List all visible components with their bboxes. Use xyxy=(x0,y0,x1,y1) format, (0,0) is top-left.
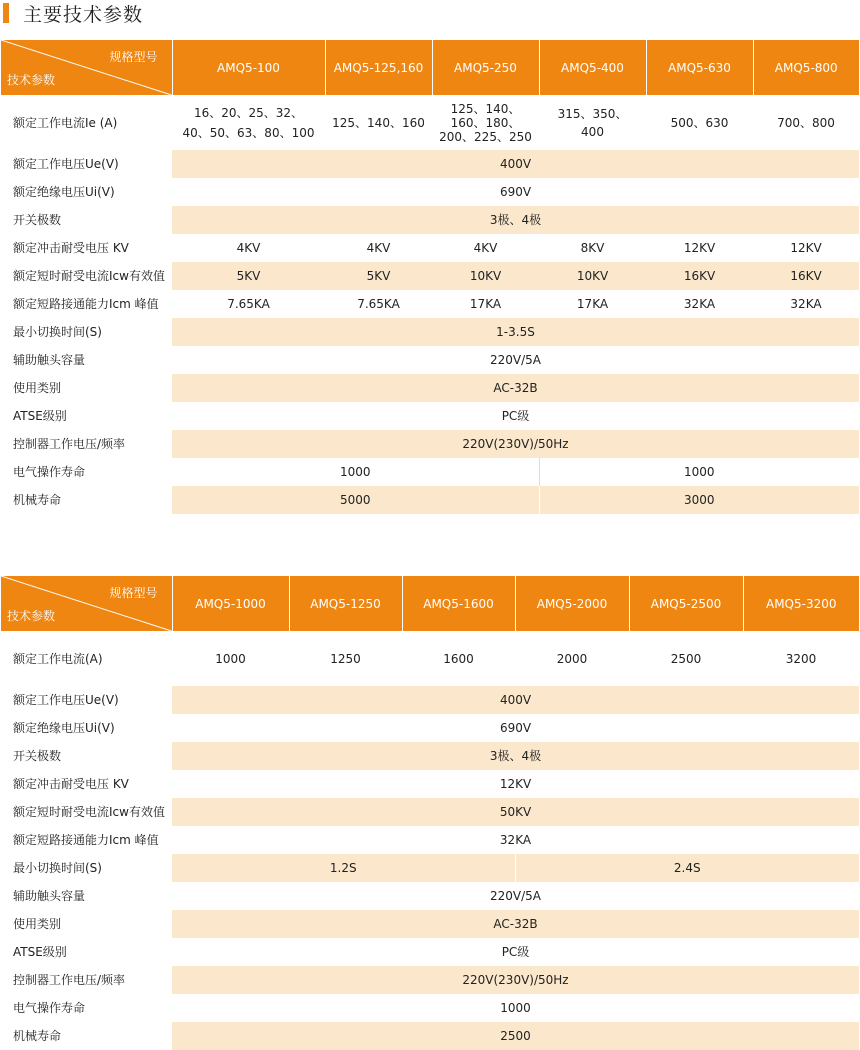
table-cell: 12KV xyxy=(499,777,532,791)
table-row xyxy=(1,402,859,430)
row-label: 额定冲击耐受电压 KV xyxy=(13,241,129,255)
table-row xyxy=(1,458,859,486)
row-label: 辅助触头容量 xyxy=(13,353,86,367)
row-label: 额定冲击耐受电压 KV xyxy=(13,777,129,791)
table-row xyxy=(1,318,859,346)
row-label: 额定短路接通能力Icm 峰值 xyxy=(13,297,159,311)
table-cell: 1000 xyxy=(500,1001,531,1015)
row-label: 电气操作寿命 xyxy=(13,1001,86,1015)
table-row xyxy=(1,178,859,206)
cell-text: 315、350、400 xyxy=(557,106,628,139)
table-cell: 16KV xyxy=(753,262,859,290)
spec-table-1 xyxy=(1,40,859,514)
corner-label-model: 规格型号 xyxy=(109,50,158,64)
cell-text: 125、140、160、180、200、225、250 xyxy=(439,101,532,144)
corner-header-cell xyxy=(1,40,172,95)
table-row xyxy=(1,910,859,938)
row-label: 额定短时耐受电流Icw有效值 xyxy=(1,798,172,826)
table-cell: 17KA xyxy=(576,297,609,311)
row-label: 额定短路接通能力Icm 峰值 xyxy=(13,833,159,847)
table-cell: PC级 xyxy=(501,945,530,959)
model-header: AMQ5-3200 xyxy=(743,576,859,631)
table-cell: 2500 xyxy=(172,1022,859,1050)
table-row xyxy=(1,714,859,742)
corner-label-param: 技术参数 xyxy=(7,73,56,87)
table-row xyxy=(1,374,859,402)
table-cell: 2000 xyxy=(556,651,588,666)
table-cell: 8KV xyxy=(580,241,605,255)
table-cell: 400V xyxy=(172,686,859,714)
row-label: 辅助触头容量 xyxy=(13,889,86,903)
table-row xyxy=(1,742,859,770)
table-cell: 125、140、160 xyxy=(332,115,425,130)
table-row xyxy=(1,290,859,318)
table-cell: 700、800 xyxy=(777,115,835,130)
table-row xyxy=(1,486,859,514)
corner-label-model: 规格型号 xyxy=(109,586,158,600)
row-label: 控制器工作电压/频率 xyxy=(1,430,172,458)
table-cell: 5KV xyxy=(325,262,432,290)
model-header: AMQ5-800 xyxy=(753,40,859,95)
table-row xyxy=(1,854,859,882)
table-cell: 5000 xyxy=(172,486,539,514)
spec-table-2 xyxy=(1,576,859,1050)
table-row xyxy=(1,262,859,290)
table-row xyxy=(1,95,859,150)
cell-text: 16、20、25、32、40、50、63、80、100 xyxy=(182,105,315,140)
model-header: AMQ5-2000 xyxy=(515,576,629,631)
table-cell: 16KV xyxy=(646,262,753,290)
table-cell: 500、630 xyxy=(670,115,729,130)
model-header: AMQ5-630 xyxy=(646,40,753,95)
table-cell: 220V/5A xyxy=(490,889,541,903)
table-cell: 690V xyxy=(499,185,532,199)
row-label: 控制器工作电压/频率 xyxy=(1,966,172,994)
table-cell: 3200 xyxy=(785,651,817,666)
table-cell: 4KV xyxy=(366,241,391,255)
table-row xyxy=(1,346,859,374)
model-header: AMQ5-2500 xyxy=(629,576,743,631)
row-label: 额定绝缘电压Ui(V) xyxy=(13,721,115,735)
row-label: 机械寿命 xyxy=(1,1022,172,1050)
table-cell xyxy=(432,95,539,150)
model-header: AMQ5-1000 xyxy=(172,576,289,631)
row-label: 机械寿命 xyxy=(1,486,172,514)
table-cell: 2500 xyxy=(670,651,702,666)
table-cell: 1000 xyxy=(539,458,859,486)
table-row xyxy=(1,150,859,178)
table-row xyxy=(1,631,859,686)
row-label: 额定工作电压Ue(V) xyxy=(1,686,172,714)
row-label: 使用类别 xyxy=(1,374,172,402)
row-label: 电气操作寿命 xyxy=(13,465,86,479)
table-cell xyxy=(539,95,646,150)
table-row xyxy=(1,430,859,458)
table-row xyxy=(1,234,859,262)
table-cell: 10KV xyxy=(432,262,539,290)
table-cell: 2.4S xyxy=(515,854,859,882)
table-header-row xyxy=(1,40,859,95)
table-cell: AC-32B xyxy=(172,374,859,402)
table-cell: AC-32B xyxy=(172,910,859,938)
row-label: 额定绝缘电压Ui(V) xyxy=(13,185,115,199)
table-cell: 5KV xyxy=(172,262,325,290)
table-cell: 1000 xyxy=(215,651,246,666)
model-header: AMQ5-100 xyxy=(172,40,325,95)
section-header xyxy=(0,0,143,26)
corner-header-cell xyxy=(1,576,172,631)
table-row xyxy=(1,770,859,798)
table-cell: 3极、4极 xyxy=(172,206,859,234)
row-label: 开关极数 xyxy=(1,206,172,234)
row-label: 使用类别 xyxy=(1,910,172,938)
table-row xyxy=(1,686,859,714)
table-row xyxy=(1,938,859,966)
model-header: AMQ5-125,160 xyxy=(325,40,432,95)
row-label: ATSE级别 xyxy=(13,945,67,959)
page-title: 主要技术参数 xyxy=(23,3,144,26)
table-row xyxy=(1,1022,859,1050)
table-cell: 4KV xyxy=(473,241,498,255)
table-cell: 400V xyxy=(172,150,859,178)
table-cell: 220V/5A xyxy=(490,353,541,367)
table-cell: 1250 xyxy=(330,651,361,666)
table-cell: 3000 xyxy=(539,486,859,514)
table-cell: 17KA xyxy=(469,297,502,311)
row-label: 开关极数 xyxy=(1,742,172,770)
title-accent-bar xyxy=(3,3,9,23)
row-label: 额定工作电流Ie (A) xyxy=(13,115,118,130)
row-label: ATSE级别 xyxy=(13,409,67,423)
table-cell: 1.2S xyxy=(172,854,515,882)
table-cell: 220V(230V)/50Hz xyxy=(172,966,859,994)
table-row xyxy=(1,826,859,854)
model-header: AMQ5-1600 xyxy=(402,576,515,631)
table-header-row xyxy=(1,576,859,631)
table-cell: 12KV xyxy=(683,241,716,255)
model-header: AMQ5-400 xyxy=(539,40,646,95)
table-row xyxy=(1,966,859,994)
table-cell: 690V xyxy=(499,721,532,735)
table-cell: 7.65KA xyxy=(227,297,270,311)
row-label: 额定工作电压Ue(V) xyxy=(1,150,172,178)
table-row xyxy=(1,882,859,910)
table-cell: 1000 xyxy=(339,465,371,479)
row-label: 最小切换时间(S) xyxy=(1,854,172,882)
table-cell: PC级 xyxy=(501,409,530,423)
table-row xyxy=(1,994,859,1022)
table-cell: 1600 xyxy=(443,651,474,666)
table-cell: 32KA xyxy=(790,297,822,311)
corner-label-param: 技术参数 xyxy=(7,609,56,623)
table-cell: 1-3.5S xyxy=(172,318,859,346)
table-cell: 32KA xyxy=(499,833,532,847)
table-cell: 4KV xyxy=(236,241,261,255)
table-cell: 7.65KA xyxy=(357,297,400,311)
table-cell: 220V(230V)/50Hz xyxy=(172,430,859,458)
row-label: 额定短时耐受电流Icw有效值 xyxy=(1,262,172,290)
table-cell: 32KA xyxy=(683,297,716,311)
table-cell: 12KV xyxy=(790,241,822,255)
table-row xyxy=(1,206,859,234)
table-cell: 50KV xyxy=(172,798,859,826)
row-label: 额定工作电流(A) xyxy=(13,651,103,666)
table-cell: 3极、4极 xyxy=(172,742,859,770)
table-row xyxy=(1,798,859,826)
row-label: 最小切换时间(S) xyxy=(1,318,172,346)
table-cell xyxy=(172,95,325,150)
table-cell: 10KV xyxy=(539,262,646,290)
model-header: AMQ5-1250 xyxy=(289,576,402,631)
model-header: AMQ5-250 xyxy=(432,40,539,95)
